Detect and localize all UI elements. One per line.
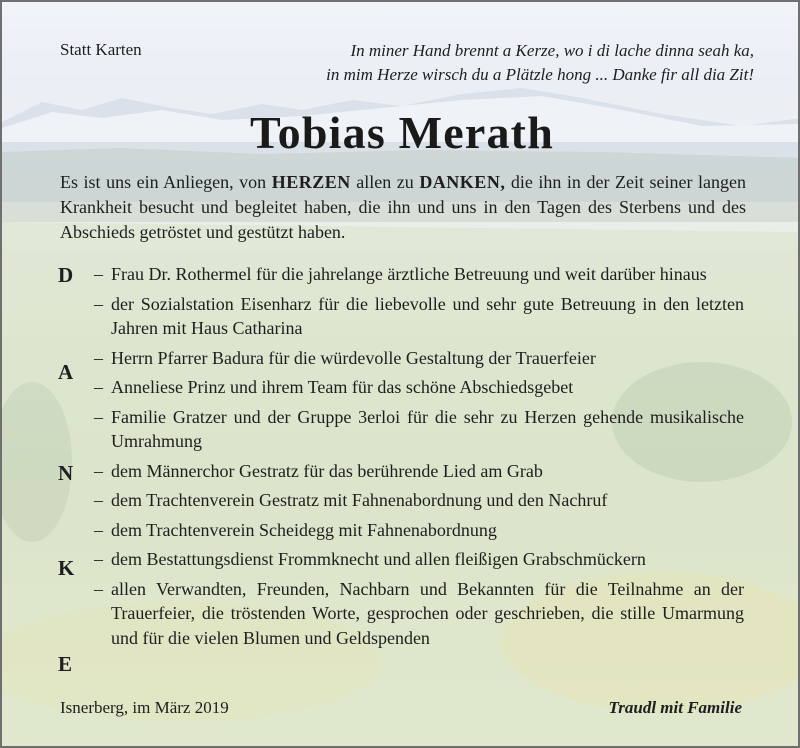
acrostic-letter: N <box>58 461 74 485</box>
family-signature: Traudl mit Familie <box>608 698 742 717</box>
motto-line: in mim Herze wirsch du a Plätzle hong ... Danke fir all dia Zit! <box>326 65 754 84</box>
list-item: – dem Trachtenverein Gestratz mit Fahnenabordnung und den Nachruf <box>94 488 744 513</box>
list-item: – der Sozialstation Eisenharz für die liebevolle und sehr gute Betreuung in den letzten Jahren mit Haus Catharina <box>94 292 744 341</box>
list-item: – Anneliese Prinz und ihrem Team für das schöne Abschiedsgebet <box>94 375 744 400</box>
intro-emphasis-herzen: HERZEN <box>271 172 351 192</box>
list-item: – Herrn Pfarrer Badura für die würdevolle Gestaltung der Trauerfeier <box>94 346 744 371</box>
list-item: – dem Trachtenverein Scheidegg mit Fahnenabordnung <box>94 518 744 543</box>
place-and-date: Isnerberg, im März 2019 <box>60 698 229 717</box>
acrostic-letter: E <box>58 652 73 676</box>
list-item: – dem Männerchor Gestratz für das berührende Lied am Grab <box>94 459 744 484</box>
thanks-list <box>94 262 744 655</box>
list-item: – allen Verwandten, Freunden, Nachbarn und Bekannten für die Teilnahme an der Trauerfeier, die tröstenden Worte, gesprochen oder geschrieben, die stille Umarmung und für die vielen Blumen und Geldspenden <box>94 577 744 651</box>
intro-paragraph <box>60 170 746 245</box>
list-item: – Frau Dr. Rothermel für die jahrelange ärztliche Betreuung und weit darüber hinaus <box>94 262 744 287</box>
motto-line: In miner Hand brennt a Kerze, wo i di lache dinna seah ka, <box>350 41 754 60</box>
dialect-motto <box>234 39 754 87</box>
deceased-name: Tobias Merath <box>250 107 554 158</box>
list-item: – dem Bestattungsdienst Frommknecht und allen fleißigen Grabschmückern <box>94 547 744 572</box>
acrostic-letter: A <box>58 360 74 384</box>
intro-emphasis-danken: DANKEN, <box>419 172 506 192</box>
statt-karten-label: Statt Karten <box>60 40 142 59</box>
list-item: – Familie Gratzer und der Gruppe 3erloi für die sehr zu Herzen gehende musikalische Umrahmung <box>94 405 744 454</box>
intro-text: die ihn in der Zeit seiner langen Krankheit besucht und begleitet haben, die ihn und uns in den Tagen des Sterbens und des Abschieds getröstet und gestützt haben. <box>60 172 746 242</box>
intro-text: Es ist uns ein Anliegen, von <box>60 172 272 192</box>
acrostic-letter: D <box>58 263 74 287</box>
acrostic-letter: K <box>58 556 75 580</box>
intro-text: allen zu <box>350 172 420 192</box>
